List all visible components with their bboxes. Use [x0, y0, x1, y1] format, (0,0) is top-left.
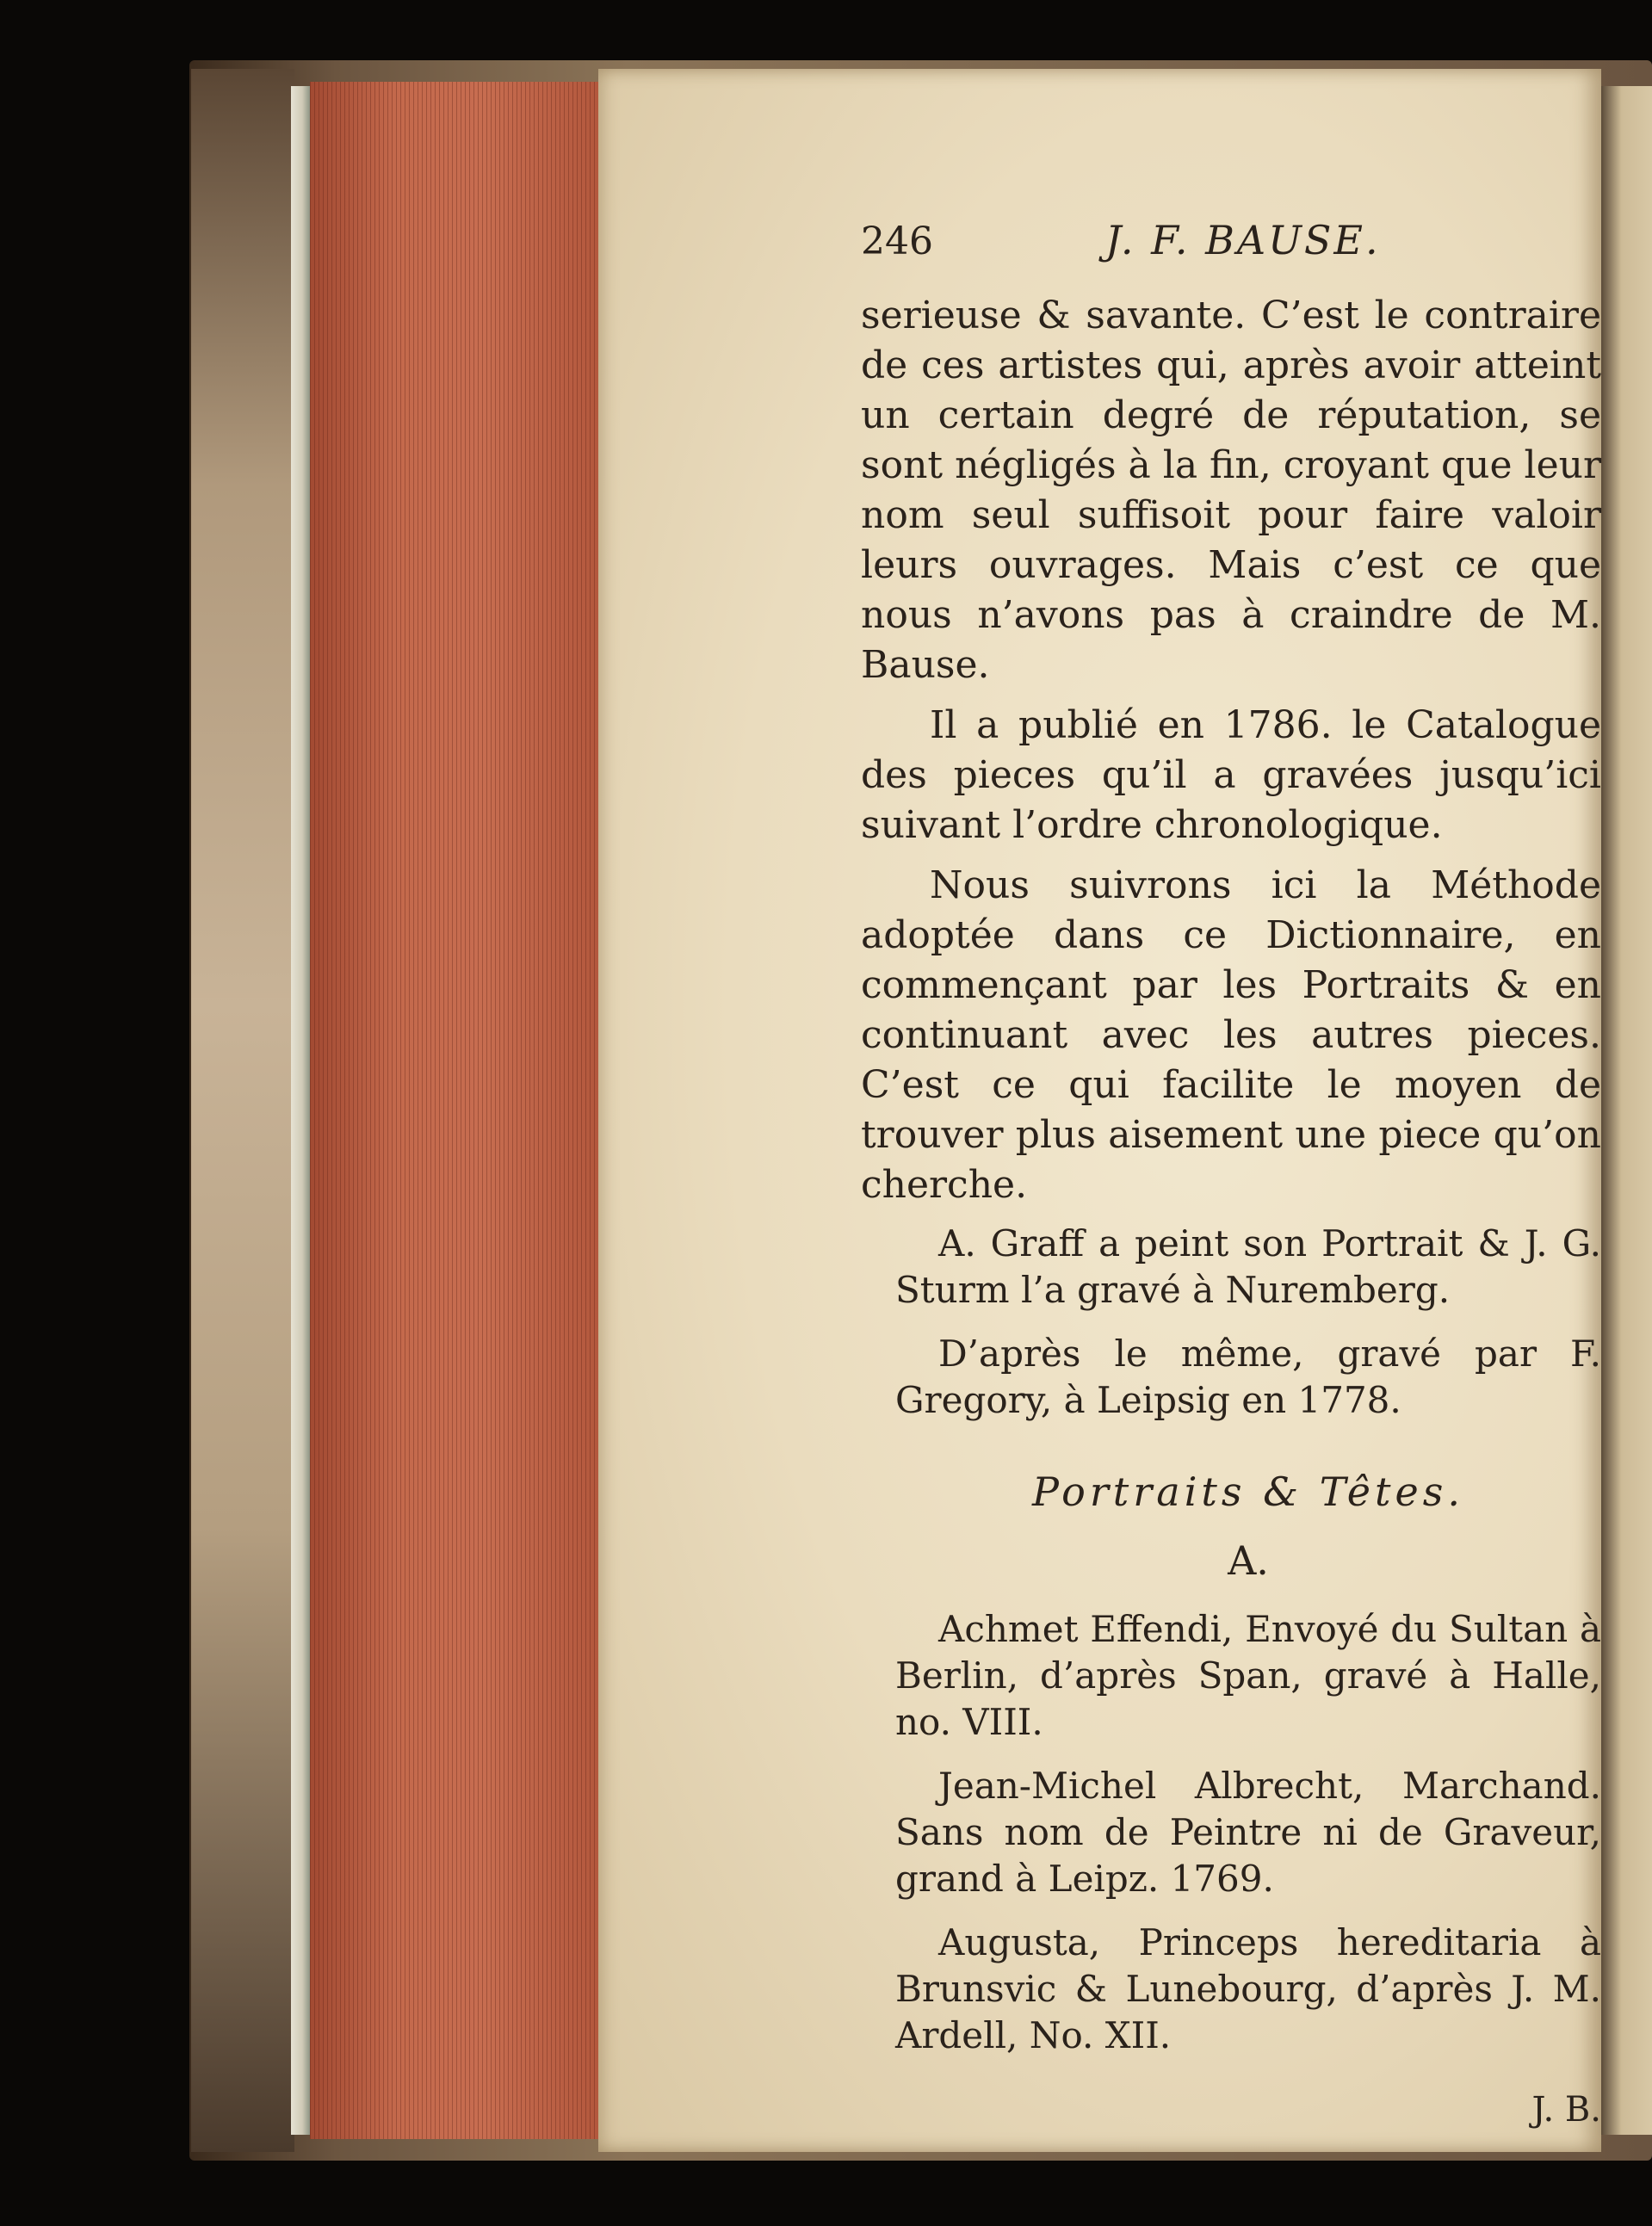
- note-portrait: A. Graff a peint son Portrait & J. G. Sturm l’a gravé à Nuremberg.: [895, 1222, 1601, 1311]
- paragraph-1: serieuse & savante. C’est le contraire de ces artistes qui, après avoir atteint un certain degré de réputation, se sont négligés à la fin, croyant que leur nom seul suffisoit pour faire valoir leurs ouvrages. Mais c’est ce que nous n’avons pas à craindre de M. Bause.: [861, 294, 1601, 687]
- paragraph-2: Il a publié en 1786. le Catalogue des pieces qu’il a gravées jusqu’ici suivant l’ordre chronologique.: [861, 703, 1601, 847]
- paragraph-3: Nous suivrons ici la Méthode adoptée dans ce Dictionnaire, en commençant par les Portraits & en continuant avec les autres pieces. C’est ce qui facilite le moyen de trouver plus aisement une piece qu’on cherche.: [861, 863, 1601, 1207]
- page-text: [861, 215, 1601, 2135]
- note-copy: D’après le même, gravé par F. Gregory, à Leipsig en 1778.: [895, 1333, 1601, 1421]
- entry-augusta: Augusta, Princeps hereditaria à Brunsvic & Lunebourg, d’après J. M. Ardell, No. XII.: [895, 1921, 1601, 2056]
- page-number: 246: [861, 220, 933, 263]
- page-block-edge: [291, 86, 310, 2135]
- running-title: J. F. BAUSE.: [1104, 217, 1381, 263]
- section-letter: A.: [1228, 1537, 1269, 1584]
- red-sprinkled-fore-edge: [310, 82, 598, 2139]
- entry-achmet: Achmet Effendi, Envoyé du Sultan à Berlin, d’après Span, gravé à Halle, no. VIII.: [895, 1608, 1601, 1743]
- book-board-left: [191, 69, 294, 2152]
- catchword: J. B.: [1531, 2090, 1601, 2130]
- entry-albrecht: Jean-Michel Albrecht, Marchand. Sans nom de Peintre ni de Graveur, grand à Leipz. 1769.: [895, 1765, 1601, 1900]
- section-title: Portraits & Têtes.: [1032, 1469, 1464, 1515]
- page-header: [861, 215, 1601, 267]
- next-page-edge: [1601, 86, 1652, 2135]
